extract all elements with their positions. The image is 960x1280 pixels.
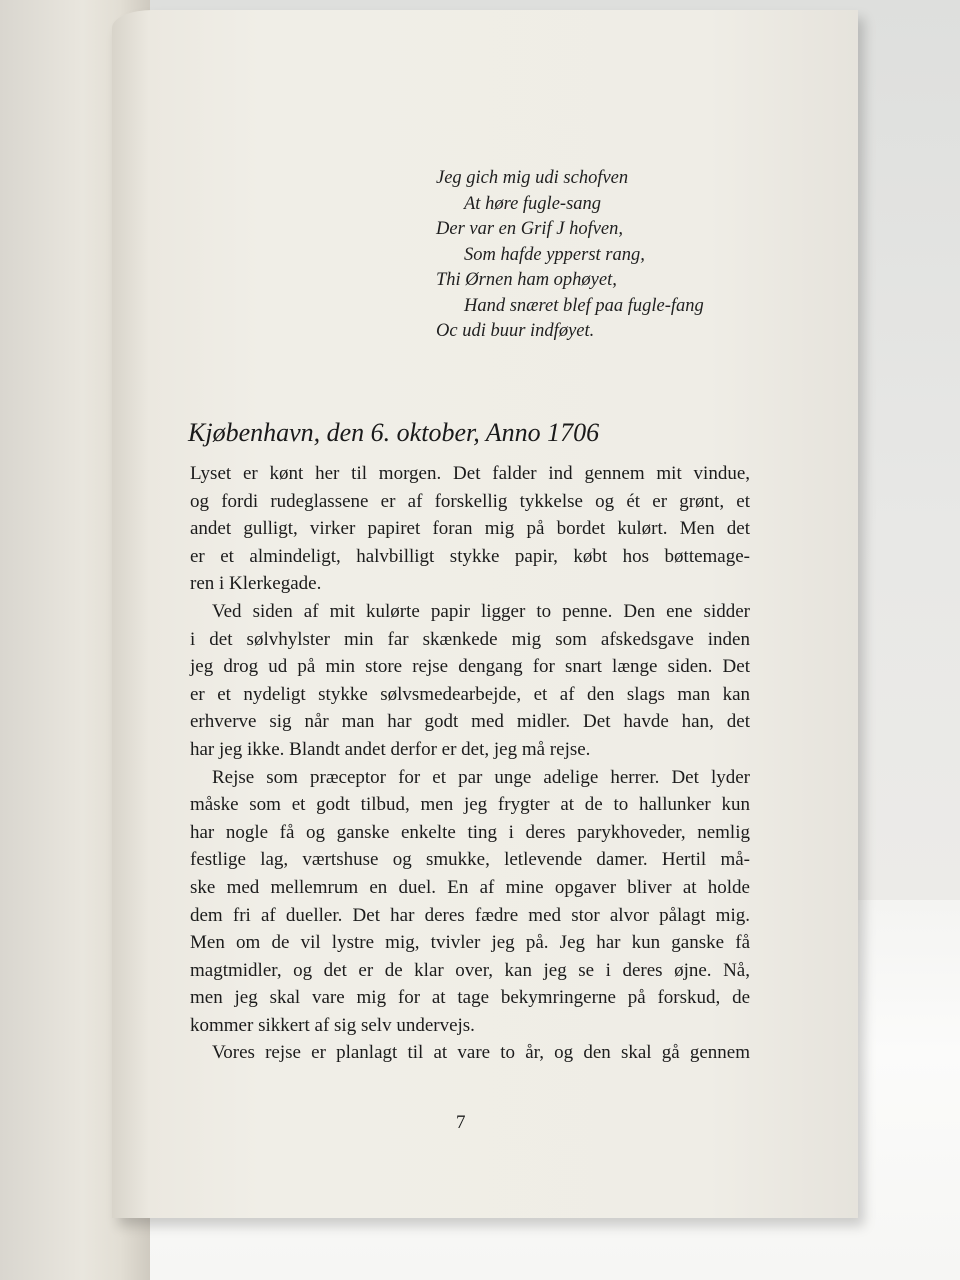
text-line: kommer sikkert af sig selv undervejs. (190, 1014, 475, 1036)
poem-line: Hand snæret blef paa fugle-fang (464, 295, 704, 316)
text-line: i det sølvhylster min far skænkede mig som afskedsgave inden (190, 628, 750, 650)
poem-line: Som hafde ypperst rang, (464, 244, 645, 265)
poem-line: Thi Ørnen ham ophøyet, (436, 270, 617, 290)
text-line: erhverve sig når man har godt med midler. Det havde han, det (190, 711, 750, 733)
text-line: men jeg skal vare mig for at tage bekymringerne på forskud, de (190, 987, 750, 1009)
text-line: Vores rejse er planlagt til at vare to år, og den skal gå gennem (212, 1042, 750, 1064)
text-line: andet gulligt, virker papiret foran mig på bordet kulørt. Men det (190, 518, 750, 540)
text-line: har jeg ikke. Blandt andet derfor er det, jeg må rejse. (190, 738, 591, 760)
text-line: Rejse som præceptor for et par unge adelige herrer. Det lyder (212, 766, 750, 788)
text-line: Lyset er kønt her til morgen. Det falder ind gennem mit vindue, (190, 463, 750, 484)
body-text (190, 460, 750, 1067)
poem-line: Der var en Grif J hofven, (436, 219, 624, 239)
page-number: 7 (456, 1112, 466, 1133)
text-line: måske som et godt tilbud, men jeg frygter at de to hallunker kun (190, 794, 750, 816)
poem-epigraph (436, 166, 756, 345)
text-line: har nogle få og ganske enkelte ting i deres parykhoveder, nemlig (190, 821, 750, 843)
text-line: er et almindeligt, halvbilligt stykke papir, købt hos bøttemage- (190, 545, 750, 567)
text-line: og fordi rudeglassene er af forskellig tykkelse og ét er grønt, et (190, 490, 750, 512)
text-line: Men om de vil lystre mig, tvivler jeg på. Jeg har kun ganske få (190, 932, 750, 954)
text-line: dem fri af dueller. Det har deres fædre med stor alvor pålagt mig. (190, 904, 750, 926)
text-line: festlige lag, værtshuse og smukke, letlevende damer. Hertil må- (190, 849, 750, 871)
text-line: ren i Klerkegade. (190, 573, 322, 595)
text-line: Ved siden af mit kulørte papir ligger to penne. Den ene sidder (212, 600, 750, 622)
chapter-heading: Kjøbenhavn, den 6. oktober, Anno 1706 (188, 418, 600, 447)
text-line: magtmidler, og det er de klar over, kan jeg se i deres øjne. Nå, (190, 959, 750, 981)
text-line: ske med mellemrum en duel. En af mine opgaver bliver at holde (190, 876, 750, 898)
text-line: er et nydeligt stykke sølvsmedearbejde, et af den slags man kan (190, 683, 750, 705)
text-line: jeg drog ud på min store rejse dengang for snart længe siden. Det (190, 656, 750, 678)
poem-line: Oc udi buur indføyet. (436, 321, 595, 341)
poem-line: Jeg gich mig udi schofven (436, 168, 629, 188)
poem-line: At høre fugle-sang (464, 193, 602, 214)
